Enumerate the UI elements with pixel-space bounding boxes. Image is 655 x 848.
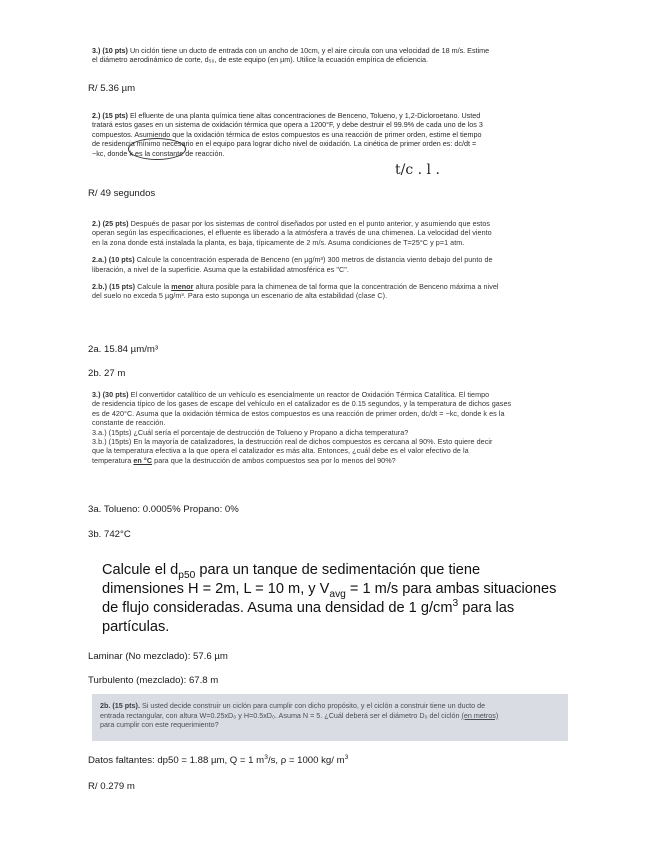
q-text: que la temperatura efectiva a la que opera el catalizador es más alta. Entonces, ¿cuál debe es el valor efectivo de la (92, 446, 469, 456)
q-points: (10 pts) (108, 255, 135, 265)
q-text: Un ciclón tiene un ducto de entrada con un ancho de 10cm, y el aire circula con una velocidad de 18 m/s. Estime (129, 46, 490, 55)
q-text: Calcule la concentración esperada de Benceno (en µg/m³) 300 metros de distancia viento debajo del punto de (136, 255, 493, 265)
q-text: para las (458, 600, 515, 616)
q-text: dimensiones H = 2m, L = 10 m, y V (102, 581, 330, 597)
q-text: para cumplir con este requerimiento? (100, 720, 219, 730)
q-text: es de 420°C. Asuma que la oxidación térmica de estos compuestos es una reacción de primer orden, dc/dt = −kc, donde k es la (92, 408, 505, 418)
question-2b-cyclone-screenshot (92, 694, 568, 741)
q-text: de residencia mínimo necesario en el equipo para lograr dicho nivel de oxidación. La cinética de primer orden es: dc/dt = (92, 139, 477, 149)
q-text: Después de pasar por los sistemas de control diseñados por usted en el punto anterior, y asumiendo que estos (130, 219, 491, 228)
q-text: entrada rectangular, con altura W=0.25xD₀ y H=0.5xD₀. Asuma N = 5. ¿Cuál deberá ser el diámetro D₀ del ciclón (100, 710, 460, 720)
question-3-cyclone (92, 46, 574, 65)
q-text: 3.a.) (15pts) ¿Cuál sería el porcentaje de destrucción de Tolueno y Propano a dicha temperatura? (92, 427, 409, 437)
handwritten-circle (128, 138, 186, 160)
q-number: 2.b.) (92, 282, 108, 292)
answer-3a: 3a. Tolueno: 0.0005% Propano: 0% (88, 504, 239, 515)
q-points: (10 pts) (102, 46, 128, 55)
q-number: 3.) (92, 46, 101, 55)
q-text: temperatura (92, 455, 132, 465)
answer-laminar: Laminar (No mezclado): 57.6 µm (88, 651, 228, 662)
q-number: 2.) (92, 111, 101, 120)
q-text-underlined: menor (171, 282, 194, 292)
q-number: 2.a.) (92, 255, 107, 265)
ans-superscript: 3 (264, 753, 268, 761)
ans-text: /s, ρ = 1000 kg/ m (267, 755, 345, 766)
q-points: (30 pts) (102, 390, 129, 399)
question-2-dispersion (92, 219, 574, 301)
q-text: de residencia típico de los gases de escape del vehículo en el catalizador es de 0.15 segundos, y la temperatura de dichos gases (92, 399, 512, 409)
handwritten-scribble: t/c . l . (395, 162, 440, 178)
q-subscript: p50 (178, 569, 196, 581)
q-text: El efluente de una planta química tiene altas concentraciones de Benceno, Tolueno, y 1,2-Dicloroetano. Usted (129, 111, 481, 120)
q-text: partículas. (102, 619, 170, 635)
q-points: (25 pts) (102, 219, 129, 228)
q-text: Calcule el d (102, 562, 179, 578)
q-number: 3.) (92, 390, 101, 399)
q-text: −kc, donde k es la constante de reacción. (92, 148, 225, 158)
answer-turbulent: Turbulento (mezclado): 67.8 m (88, 675, 219, 686)
ans-text: Datos faltantes: dp50 = 1.88 µm, Q = 1 m (88, 755, 265, 766)
q-points: (15 pts). (112, 701, 140, 710)
answer-missing-data (88, 755, 348, 766)
q-text: el diámetro aerodinámico de corte, d₅₀, de este equipo (en µm). Utilice la ecuación empírica de eficiencia. (92, 55, 429, 65)
q-text: tratará estos gases en un sistema de oxidación térmica que opera a 1200°F, y debe destruir el 99.9% de cada uno de los 3 (92, 120, 483, 130)
q-number: 2.) (92, 219, 101, 228)
q-text: operan según las especificaciones, el efluente es liberado a la atmósfera a través de una chimenea. La velocidad del viento (92, 228, 492, 238)
q-subscript: avg (329, 588, 346, 600)
q-text: Si usted decide construir un ciclón para cumplir con dicho propósito, y el ciclón a construir tiene un ducto de (141, 701, 486, 710)
answer-final: R/ 0.279 m (88, 781, 135, 792)
answer-3b: 3b. 742°C (88, 529, 131, 540)
q-text: 3.b.) (15pts) En la mayoría de catalizadores, la destrucción real de dichos compuestos es cercana al 90%. Esto quiere decir (92, 437, 493, 447)
q-text-underlined: en °C (133, 455, 153, 465)
q-text: compuestos. Asumiendo que la oxidación térmica de estos compuestos es una reacción de primer orden, estime el tiempo (92, 129, 482, 139)
q-text: altura posible para la chimenea de tal forma que la concentración de Benceno máxima a nivel (195, 282, 499, 292)
q-text: para un tanque de sedimentación que tiene (195, 562, 481, 578)
q-text: = 1 m/s para ambas situaciones (345, 581, 557, 597)
answer-2b: 2b. 27 m (88, 368, 126, 379)
q-text: en la zona donde está instalada la planta, es baja, típicamente de 2 m/s. Asuma condiciones de T=25°C y p=1 atm. (92, 237, 465, 247)
q-superscript: 3 (452, 598, 459, 610)
q-text: de flujo consideradas. Asuma una densidad de 1 g/cm (102, 600, 453, 616)
question-3-catalytic-converter (92, 390, 574, 465)
q-text: para que la destrucción de ambos compuestos sea por lo menos del 90%? (154, 455, 396, 465)
q-text: del suelo no exceda 5 µg/m³. Para esto suponga un escenario de alta estabilidad (clase C). (92, 291, 388, 301)
answer-2: R/ 49 segundos (88, 188, 156, 199)
q-points: (15 pts) (109, 282, 136, 292)
q-text: constante de reacción. (92, 418, 166, 428)
q-points: (15 pts) (102, 111, 128, 120)
q-text: El convertidor catalítico de un vehículo es esencialmente un reactor de Oxidación Térmica Catalítica. El tiempo (130, 390, 490, 399)
answer-2a: 2a. 15.84 µm/m³ (88, 344, 159, 355)
q-text-underlined: (en metros) (461, 710, 499, 720)
answer-1: R/ 5.36 µm (88, 83, 136, 94)
ans-superscript: 3 (344, 753, 349, 761)
q-text: Calcule la (137, 282, 170, 292)
question-sedimentation-tank (102, 561, 572, 637)
q-number: 2b. (100, 701, 111, 710)
q-text: liberación, a nivel de la superficie. Asuma que la estabilidad atmosférica es "C". (92, 264, 349, 274)
